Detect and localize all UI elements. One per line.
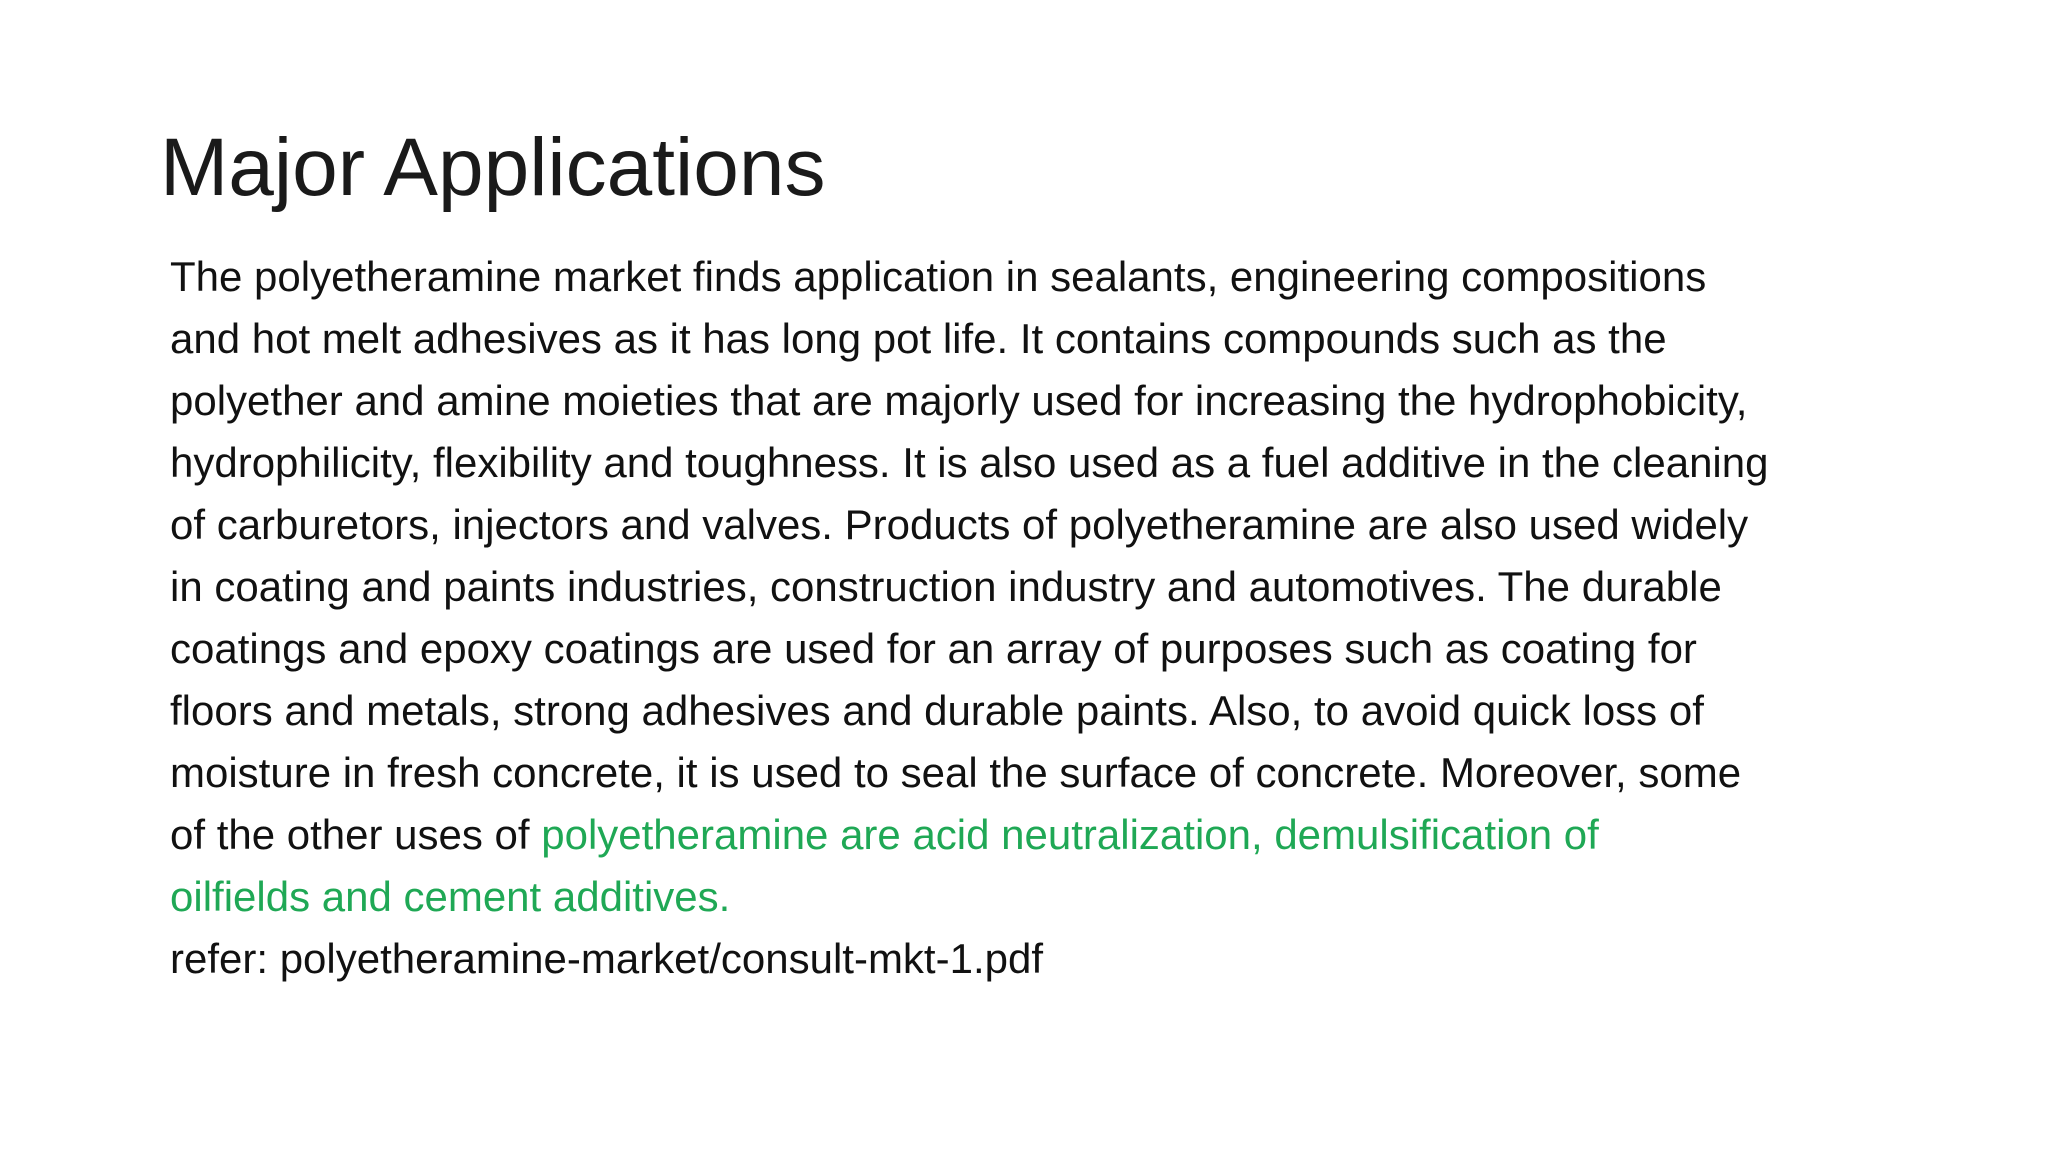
reference-line: refer: polyetheramine-market/consult-mkt-1.pdf [170, 935, 1043, 982]
mixed-line [170, 804, 2030, 866]
body-line: hydrophilicity, flexibility and toughness. It is also used as a fuel additive in the cleaning [170, 439, 1769, 486]
body-line: floors and metals, strong adhesives and durable paints. Also, to avoid quick loss of [170, 687, 1704, 734]
highlight-text: polyetheramine are acid neutralization, demulsification of [541, 811, 1599, 858]
body-line: in coating and paints industries, construction industry and automotives. The durable [170, 563, 1722, 610]
body-line: and hot melt adhesives as it has long pot life. It contains compounds such as the [170, 315, 1667, 362]
body-line: moisture in fresh concrete, it is used to seal the surface of concrete. Moreover, some [170, 749, 1742, 796]
highlight-line: oilfields and cement additives. [170, 873, 731, 920]
mixed-line-plain: of the other uses of [170, 811, 542, 858]
body-line: polyether and amine moieties that are majorly used for increasing the hydrophobicity, [170, 377, 1748, 424]
body-line: coatings and epoxy coatings are used for an array of purposes such as coating for [170, 625, 1697, 672]
body-line: of carburetors, injectors and valves. Products of polyetheramine are also used widely [170, 501, 1749, 548]
body-line: The polyetheramine market finds application in sealants, engineering compositions [170, 253, 1707, 300]
slide-title: Major Applications [160, 122, 826, 213]
body-text [170, 246, 2030, 990]
